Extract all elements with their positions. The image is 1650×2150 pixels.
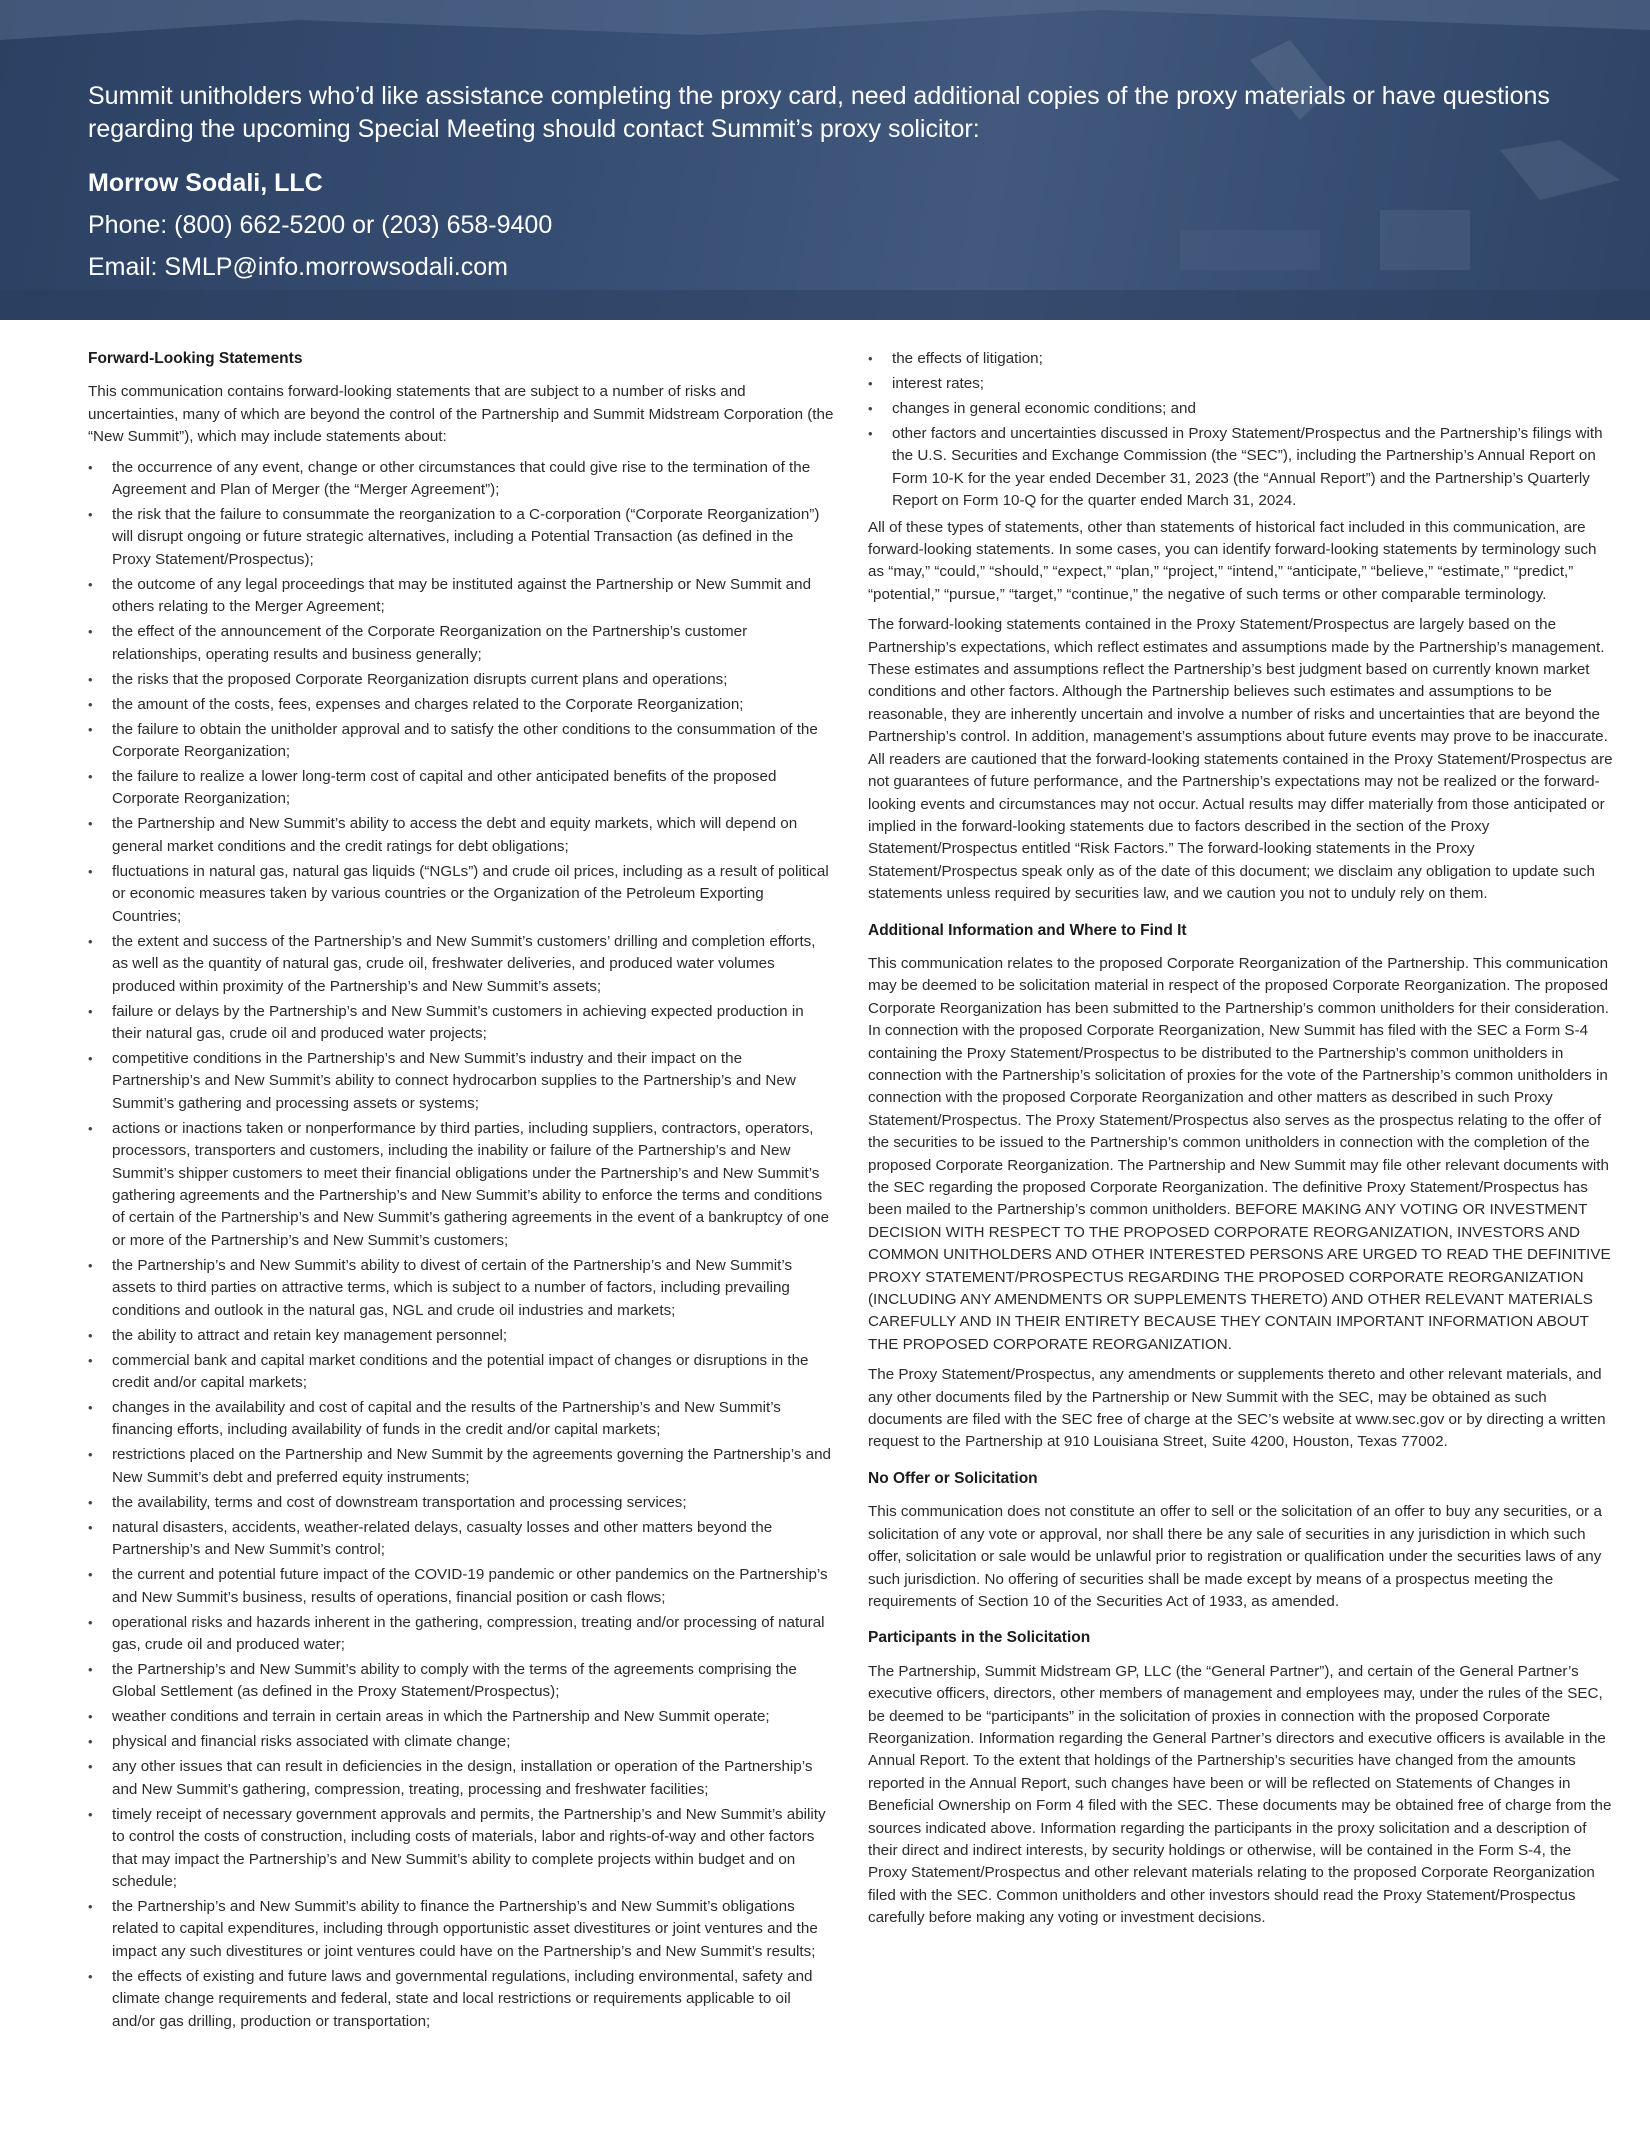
proxy-solicitor-name: Morrow Sodali, LLC <box>88 169 323 197</box>
list-item: • the Partnership’s and New Summit’s ability to divest of certain of the Partnership’s and New Summit’s assets to third parties on attractive terms, which is subject to a number of factors, including prevailing conditions and outlook in the natural gas, NGL and crude oil industries and markets; <box>88 1255 834 1322</box>
list-item: • fluctuations in natural gas, natural gas liquids (“NGLs”) and crude oil prices, including as a result of political or economic measures taken by various countries or the Organization of the Petroleum Exporting Countries; <box>88 861 834 928</box>
list-item: • timely receipt of necessary government approvals and permits, the Partnership’s and New Summit’s ability to control the costs of construction, including costs of materials, labor and rights-of-way and other factors that may impact the Partnership’s and New Summit’s ability to complete projects within budget and on schedule; <box>88 1804 834 1894</box>
list-item: • competitive conditions in the Partnership’s and New Summit’s industry and their impact on the Partnership’s and New Summit’s ability to connect hydrocarbon supplies to the Partnership’s and New Summit’s gathering and processing assets or systems; <box>88 1048 834 1115</box>
list-item: • the extent and success of the Partnership’s and New Summit’s customers’ drilling and completion efforts, as well as the quantity of natural gas, crude oil, freshwater deliveries, and produced water volumes produced within proximity of the Partnership’s and New Summit’s assets; <box>88 931 834 998</box>
banner-intro: Summit unitholders who’d like assistance completing the proxy card, need additional copies of the proxy materials or have questions regarding the upcoming Special Meeting should contact Summit’s proxy solicitor: <box>88 82 1550 143</box>
list-item: • the Partnership’s and New Summit’s ability to comply with the terms of the agreements comprising the Global Settlement (as defined in the Proxy Statement/Prospectus); <box>88 1659 834 1704</box>
list-item: • the failure to obtain the unitholder approval and to satisfy the other conditions to the consummation of the Corporate Reorganization; <box>88 719 834 764</box>
additional-info-paragraph-1: This communication relates to the proposed Corporate Reorganization of the Partnership. This communication may be deemed to be solicitation material in respect of the proposed Corporate Reorganization. The proposed Corporate Reorganization has been submitted to the Partnership’s common unitholders for their consideration. In connection with the proposed Corporate Reorganization, New Summit has filed with the SEC a Form S-4 containing the Proxy Statement/Prospectus to be distributed to the Partnership’s common unitholders in connection with the Partnership’s solicitation of proxies for the vote of the Partnership’s common unitholders in connection with the proposed Corporate Reorganization and other matters as described in such Proxy Statement/Prospectus. The Proxy Statement/Prospectus also serves as the prospectus relating to the offer of the securities to be issued to the Partnership’s common unitholders in connection with the completion of the proposed Corporate Reorganization. The Partnership and New Summit may file other relevant documents with the SEC regarding the proposed Corporate Reorganization. The definitive Proxy Statement/Prospectus has been mailed to the Partnership’s common unitholders. BEFORE MAKING ANY VOTING OR INVESTMENT DECISION WITH RESPECT TO THE PROPOSED CORPORATE REORGANIZATION, INVESTORS AND COMMON UNITHOLDERS AND OTHER INTERESTED PERSONS ARE URGED TO READ THE DEFINITIVE PROXY STATEMENT/PROSPECTUS REGARDING THE PROPOSED CORPORATE REORGANIZATION (INCLUDING ANY AMENDMENTS OR SUPPLEMENTS THERETO) AND OTHER RELEVANT MATERIALS CAREFULLY AND IN THEIR ENTIRETY BECAUSE THEY CONTAIN IMPORTANT INFORMATION ABOUT THE PROPOSED CORPORATE REORGANIZATION. <box>868 954 1611 1353</box>
list-item: • the effect of the announcement of the Corporate Reorganization on the Partnership’s customer relationships, operating results and business generally; <box>88 621 834 666</box>
list-item: • weather conditions and terrain in certain areas in which the Partnership and New Summit operate; <box>88 1706 834 1728</box>
participants-paragraph: The Partnership, Summit Midstream GP, LLC (the “General Partner”), and certain of the General Partner’s executive officers, directors, other members of management and employees may, under the rules of the SEC, be deemed to be “participants” in the solicitation of proxies in connection with the proposed Corporate Reorganization. Information regarding the General Partner’s directors and executive officers is available in the Annual Report. To the extent that holdings of the Partnership’s securities have changed from the amounts reported in the Annual Report, such changes have been or will be reflected on Statements of Changes in Beneficial Ownership on Form 4 filed with the SEC. These documents may be obtained free of charge from the sources indicated above. Information regarding the participants in the proxy solicitation and a description of their direct and indirect interests, by security holdings or otherwise, will be contained in the Form S-4, the Proxy Statement/Prospectus and other relevant materials relating to the proposed Corporate Reorganization filed with the SEC. Common unitholders and other investors should read the Proxy Statement/Prospectus carefully before making any voting or investment decisions. <box>868 1662 1612 1927</box>
list-item: • the failure to realize a lower long-term cost of capital and other anticipated benefits of the proposed Corporate Reorganization; <box>88 766 834 811</box>
no-offer-paragraph: This communication does not constitute an offer to sell or the solicitation of an offer to buy any securities, or a solicitation of any vote or approval, nor shall there be any sale of securities in any jurisdiction in which such offer, solicitation or sale would be unlawful prior to registration or qualification under the securities laws of any such jurisdiction. No offering of securities shall be made except by means of a prospectus meeting the requirements of Section 10 of the Securities Act of 1933, as amended. <box>868 1503 1602 1610</box>
email-address: Email: SMLP@info.morrowsodali.com <box>88 253 508 281</box>
list-item: • the ability to attract and retain key management personnel; <box>88 1325 834 1347</box>
left-column <box>88 348 834 2037</box>
no-offer-heading: No Offer or Solicitation <box>868 1469 1038 1487</box>
list-item: • actions or inactions taken or nonperformance by third parties, including suppliers, contractors, operators, processors, transporters and customers, including the inability or failure of the Partnership’s and New Summit’s shipper customers to meet their financial obligations under the Partnership’s and New Summit’s gathering agreements and the Partnership’s and New Summit’s ability to enforce the terms and conditions of certain of the Partnership’s and New Summit’s gathering agreements in the event of a bankruptcy of one or more of the Partnership’s and New Summit’s customers; <box>88 1118 834 1252</box>
list-item: • the effects of existing and future laws and governmental regulations, including environmental, safety and climate change requirements and federal, state and local restrictions or requirements applicable to oil and/or gas drilling, production or transportation; <box>88 1966 834 2033</box>
fls-paragraph-2: The forward-looking statements contained in the Proxy Statement/Prospectus are largely based on the Partnership’s expectations, which reflect estimates and assumptions made by the Partnership’s management. These estimates and assumptions reflect the Partnership’s best judgment based on currently known market conditions and other factors. Although the Partnership believes such estimates and assumptions to be reasonable, they are inherently uncertain and involve a number of risks and uncertainties that are beyond the Partnership’s control. In addition, management’s assumptions about future events may prove to be inaccurate. All readers are cautioned that the forward-looking statements contained in the Proxy Statement/Prospectus are not guarantees of future performance, and the Partnership’s expectations may not be realized or the forward-looking events and circumstances may not occur. Actual results may differ materially from those anticipated or implied in the forward-looking statements due to factors described in the section of the Proxy Statement/Prospectus entitled “Risk Factors.” The forward-looking statements in the Proxy Statement/Prospectus speak only as of the date of this document; we disclaim any obligation to update such statements unless required by securities law, and we caution you not to unduly rely on them. <box>868 616 1613 903</box>
additional-info-paragraph-2: The Proxy Statement/Prospectus, any amendments or supplements thereto and other relevant materials, and any other documents filed by the Partnership or New Summit with the SEC, may be obtained as such documents are filed with the SEC free of charge at the SEC’s website at www.sec.gov or by directing a written request to the Partnership at 910 Louisiana Street, Suite 4200, Houston, Texas 77002. <box>868 1366 1606 1451</box>
list-item: • failure or delays by the Partnership’s and New Summit’s customers in achieving expected production in their natural gas, crude oil and produced water projects; <box>88 1001 834 1046</box>
fls-intro: This communication contains forward-looking statements that are subject to a number of risks and uncertainties, many of which are beyond the control of the Partnership and Summit Midstream Corporation (the “New Summit”), which may include statements about: <box>88 383 834 446</box>
list-item: • physical and financial risks associated with climate change; <box>88 1731 834 1753</box>
additional-info-heading: Additional Information and Where to Find It <box>868 921 1187 939</box>
list-item: • restrictions placed on the Partnership and New Summit by the agreements governing the Partnership’s and New Summit’s debt and preferred equity instruments; <box>88 1444 834 1489</box>
list-item: • any other issues that can result in deficiencies in the design, installation or operation of the Partnership’s and New Summit’s gathering, compression, treating, processing and freshwater facilities; <box>88 1756 834 1801</box>
list-item: • the risk that the failure to consummate the reorganization to a C-corporation (“Corporate Reorganization”) will disrupt ongoing or future strategic alternatives, including a Potential Transaction (as defined in the Proxy Statement/Prospectus); <box>88 504 834 571</box>
list-item: • changes in the availability and cost of capital and the results of the Partnership’s and New Summit’s financing efforts, including availability of funds in the credit and/or capital markets; <box>88 1397 834 1442</box>
right-column <box>868 348 1613 1938</box>
list-item: • the effects of litigation; <box>868 348 1613 370</box>
contact-banner <box>0 0 1650 320</box>
list-item: • interest rates; <box>868 373 1613 395</box>
list-item: • the risks that the proposed Corporate Reorganization disrupts current plans and operations; <box>88 669 834 691</box>
list-item: • the availability, terms and cost of downstream transportation and processing services; <box>88 1492 834 1514</box>
list-item: • changes in general economic conditions; and <box>868 398 1613 420</box>
phone-number: Phone: (800) 662-5200 or (203) 658-9400 <box>88 211 553 239</box>
fls-bullet-list <box>88 457 834 2033</box>
list-item: • commercial bank and capital market conditions and the potential impact of changes or disruptions in the credit and/or capital markets; <box>88 1350 834 1395</box>
list-item: • natural disasters, accidents, weather-related delays, casualty losses and other matters beyond the Partnership’s and New Summit’s control; <box>88 1517 834 1562</box>
fls-heading: Forward-Looking Statements <box>88 350 303 367</box>
list-item: • operational risks and hazards inherent in the gathering, compression, treating and/or processing of natural gas, crude oil and produced water; <box>88 1612 834 1657</box>
list-item: • the occurrence of any event, change or other circumstances that could give rise to the termination of the Agreement and Plan of Merger (the “Merger Agreement”); <box>88 457 834 502</box>
list-item: • other factors and uncertainties discussed in Proxy Statement/Prospectus and the Partnership’s filings with the U.S. Securities and Exchange Commission (the “SEC”), including the Partnership’s Annual Report on Form 10-K for the year ended December 31, 2023 (the “Annual Report”) and the Partnership’s Quarterly Report on Form 10-Q for the quarter ended March 31, 2024. <box>868 423 1613 513</box>
list-item: • the outcome of any legal proceedings that may be instituted against the Partnership or New Summit and others relating to the Merger Agreement; <box>88 574 834 619</box>
list-item: • the Partnership’s and New Summit’s ability to finance the Partnership’s and New Summit’s obligations related to capital expenditures, including through opportunistic asset divestitures or joint ventures and the impact any such divestitures or joint ventures could have on the Partnership’s and New Summit’s results; <box>88 1896 834 1963</box>
list-item: • the Partnership and New Summit’s ability to access the debt and equity markets, which will depend on general market conditions and the credit ratings for debt obligations; <box>88 813 834 858</box>
list-item: • the amount of the costs, fees, expenses and charges related to the Corporate Reorganization; <box>88 694 834 716</box>
list-item: • the current and potential future impact of the COVID-19 pandemic or other pandemics on the Partnership’s and New Summit’s business, results of operations, financial position or cash flows; <box>88 1564 834 1609</box>
participants-heading: Participants in the Solicitation <box>868 1629 1091 1647</box>
fls-bullet-list-continued <box>868 348 1613 513</box>
fls-paragraph-1: All of these types of statements, other than statements of historical fact included in this communication, are forward-looking statements. In some cases, you can identify forward-looking statements by terminology such as “may,” “could,” “should,” “expect,” “plan,” “project,” “intend,” “anticipate,” “believe,” “estimate,” “predict,” “potential,” “pursue,” “target,” “continue,” the negative of such terms or other comparable terminology. <box>868 518 1597 603</box>
